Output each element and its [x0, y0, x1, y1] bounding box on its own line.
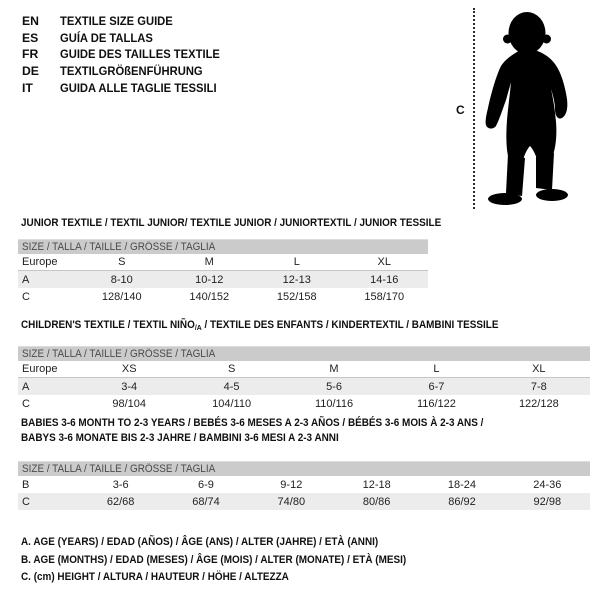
value-cell: 12-18 — [362, 478, 391, 491]
size-header-label: SIZE / TALLA / TAILLE / GRÖSSE / TAGLIA — [22, 348, 216, 360]
junior-section-title — [21, 216, 478, 231]
value-cell: 98/104 — [112, 397, 147, 410]
language-label: GUÍA DE TALLAS — [60, 30, 153, 45]
value-cell: 3-4 — [121, 380, 138, 393]
size-cell: S — [227, 363, 236, 375]
language-row-es — [22, 30, 234, 47]
value-cell: 8-10 — [110, 273, 133, 286]
language-code: FR — [22, 47, 39, 62]
language-row-de — [22, 63, 234, 80]
value-cell: 122/128 — [518, 397, 559, 410]
value-cell: 12-13 — [282, 273, 311, 286]
table-row-age — [18, 271, 428, 288]
value-cell: 152/158 — [276, 290, 317, 303]
size-cell: L — [433, 363, 440, 375]
table-row-age — [18, 378, 590, 395]
language-label: TEXTILGRÖßENFÜHRUNG — [60, 64, 203, 79]
height-measure-label: C — [456, 103, 465, 117]
language-code: IT — [22, 80, 33, 95]
table-row-europe — [18, 361, 590, 378]
row-label-cell: C — [22, 397, 30, 410]
language-label: TEXTILE SIZE GUIDE — [60, 14, 173, 29]
row-label-cell: Europe — [22, 363, 58, 375]
language-code: DE — [22, 64, 39, 79]
size-cell: M — [204, 256, 214, 268]
children-title-part2: / TEXTILE DES ENFANTS / KINDERTEXTIL / BAMBINI TESSILE — [201, 319, 499, 331]
value-cell: 9-12 — [280, 478, 303, 491]
value-cell: 6-9 — [198, 478, 214, 491]
babies-size-table — [18, 461, 590, 510]
language-row-en — [22, 13, 234, 30]
children-section-title-text — [21, 318, 498, 336]
value-cell: 7-8 — [530, 380, 547, 393]
value-cell: 5-6 — [326, 380, 342, 393]
junior-section-title-text: JUNIOR TEXTILE / TEXTIL JUNIOR/ TEXTILE JUNIOR / JUNIORTEXTIL / JUNIOR TESSILE — [21, 217, 442, 229]
table-row-height — [18, 288, 428, 305]
size-header-bar — [18, 347, 590, 361]
value-cell: 18-24 — [447, 478, 477, 491]
footnote-line-c — [21, 569, 440, 587]
value-cell: 86/92 — [448, 495, 476, 508]
height-measure-dotted-line — [473, 8, 475, 209]
size-cell: S — [118, 256, 126, 268]
row-label-cell: A — [22, 273, 30, 286]
row-label-cell: B — [22, 478, 30, 491]
babies-title-line2: BABYS 3-6 MONATE BIS 2-3 JAHRE / BAMBINI 3-6 MESI A 2-3 ANNI — [21, 431, 339, 444]
footnote-text: B. AGE (MONTHS) / EDAD (MESES) / ÂGE (MOIS) / ALTER (MONATE) / ETÀ (MESI) — [21, 553, 407, 566]
size-header-bar — [18, 462, 590, 476]
babies-title-line1: BABIES 3-6 MONTH TO 2-3 YEARS / BEBÉS 3-6 MESES A 2-3 AÑOS / BÉBÉS 3-6 MOIS À 2-3 ANS / — [21, 417, 484, 429]
children-section-title — [21, 318, 540, 336]
size-cell: L — [293, 256, 300, 268]
value-cell: 10-12 — [195, 273, 224, 286]
children-title-sub: /A — [194, 323, 202, 332]
size-cell: XL — [377, 256, 391, 268]
language-title-list — [22, 13, 234, 96]
value-cell: 92/98 — [533, 495, 562, 508]
children-size-table — [18, 346, 590, 412]
value-cell: 128/140 — [101, 290, 142, 303]
size-header-label: SIZE / TALLA / TAILLE / GRÖSSE / TAGLIA — [22, 463, 216, 475]
row-label-cell: C — [22, 290, 30, 303]
size-cell: XS — [121, 363, 137, 375]
row-label-cell: A — [22, 380, 30, 393]
language-label: GUIDA ALLE TAGLIE TESSILI — [60, 80, 217, 95]
language-label: GUIDE DES TAILLES TEXTILE — [60, 47, 220, 62]
value-cell: 104/110 — [212, 397, 252, 410]
babies-section-title — [21, 416, 524, 445]
size-header-label: SIZE / TALLA / TAILLE / GRÖSSE / TAGLIA — [22, 241, 216, 253]
table-row-height — [18, 493, 590, 510]
footnote-text: C. (cm) HEIGHT / ALTURA / HAUTEUR / HÖHE / ALTEZZA — [21, 571, 289, 584]
footnote-text: A. AGE (YEARS) / EDAD (AÑOS) / ÂGE (ANS) / ALTER (JAHRE) / ETÀ (ANNI) — [21, 535, 379, 548]
row-label-cell: Europe — [22, 256, 58, 268]
value-cell: 140/152 — [189, 290, 230, 303]
value-cell: 14-16 — [370, 273, 399, 286]
value-cell: 110/116 — [314, 397, 354, 410]
toddler-silhouette-icon — [484, 6, 576, 210]
footnote-legend — [21, 533, 440, 586]
value-cell: 62/68 — [106, 495, 135, 508]
table-row-height — [18, 395, 590, 412]
value-cell: 116/122 — [416, 397, 456, 410]
language-row-it — [22, 79, 234, 96]
value-cell: 68/74 — [192, 495, 220, 508]
table-row-age-months — [18, 476, 590, 493]
row-label-cell: C — [22, 495, 30, 508]
size-cell: XL — [532, 363, 546, 375]
language-row-fr — [22, 46, 234, 63]
value-cell: 80/86 — [362, 495, 391, 508]
language-code: ES — [22, 30, 39, 45]
value-cell: 3-6 — [112, 478, 129, 491]
value-cell: 6-7 — [428, 380, 445, 393]
value-cell: 4-5 — [223, 380, 240, 393]
junior-size-table — [18, 239, 428, 305]
size-cell: M — [329, 363, 339, 375]
language-code: EN — [22, 14, 39, 29]
table-row-europe — [18, 254, 428, 271]
value-cell: 74/80 — [277, 495, 306, 508]
value-cell: 158/170 — [364, 290, 405, 303]
children-title-part1: CHILDREN'S TEXTILE / TEXTIL NIÑO — [21, 319, 195, 331]
footnote-line-b — [21, 551, 440, 569]
size-header-bar — [18, 240, 428, 254]
footnote-line-a — [21, 533, 440, 551]
value-cell: 24-36 — [533, 478, 562, 491]
